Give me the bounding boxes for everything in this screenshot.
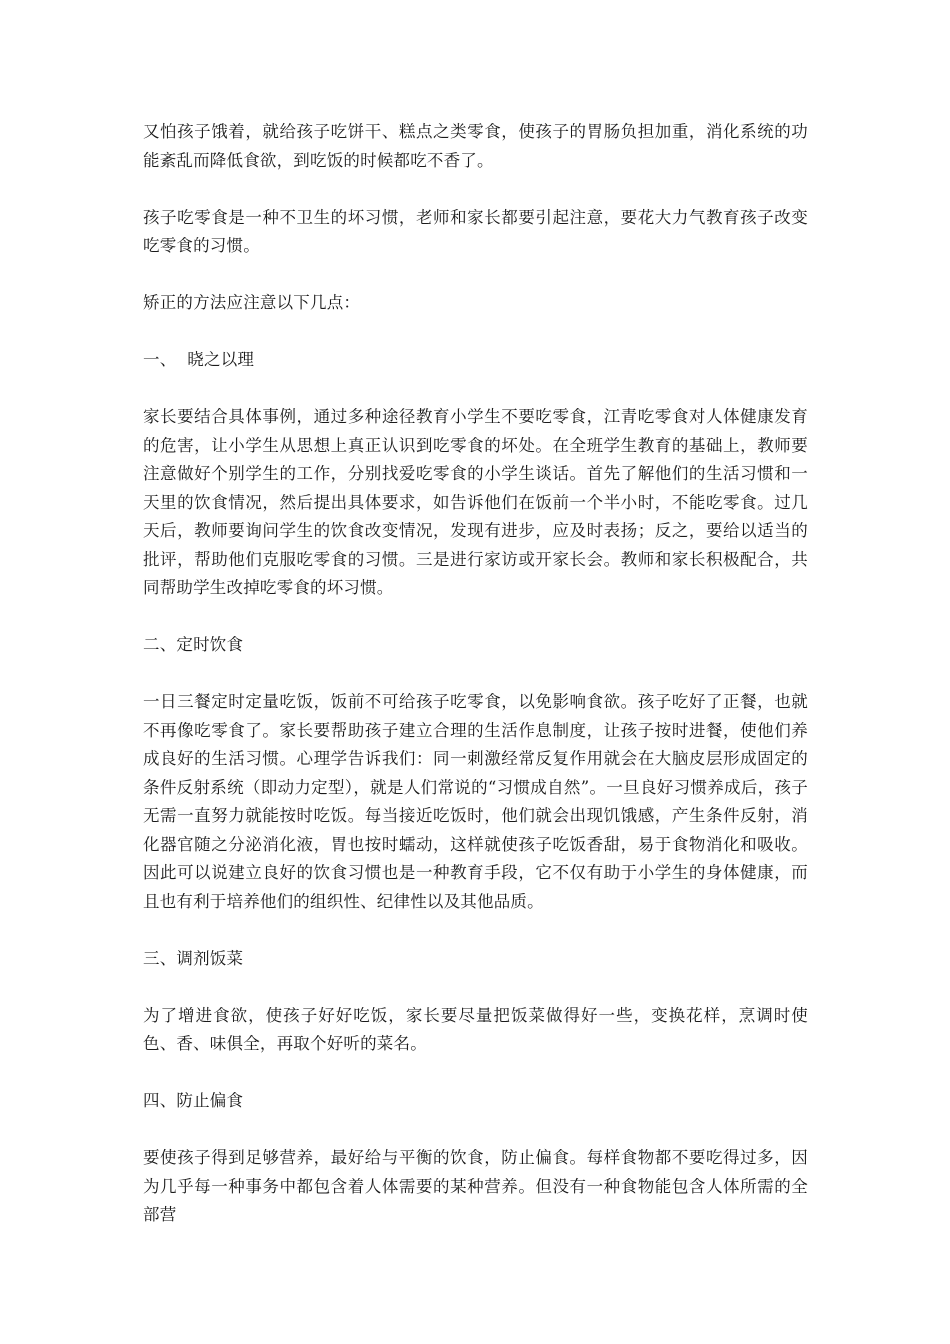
section-heading-2: 二、定时饮食	[143, 635, 244, 654]
paragraph-bad-habit: 孩子吃零食是一种不卫生的坏习惯，老师和家长都要引起注意，要花大力气教育孩子改变吃零食的习惯。	[143, 207, 808, 255]
section-heading-4: 四、防止偏食	[143, 1091, 244, 1110]
paragraph-section-2: 一日三餐定时定量吃饭，饭前不可给孩子吃零食，以免影响食欲。孩子吃好了正餐，也就不再像吃零食了。家长要帮助孩子建立合理的生活作息制度，让孩子按时进餐，使他们养成良好的生活习惯。心理学告诉我们：同一刺激经常反复作用就会在大脑皮层形成固定的条件反射系统（即动力定型），就是人们常说的“习惯成自然”。一旦良好习惯养成后，孩子无需一直努力就能按时吃饭。每当接近吃饭时，他们就会出现饥饿感，产生条件反射，消化器官随之分泌消化液，胃也按时蠕动，这样就使孩子吃饭香甜，易于食物消化和吸收。因此可以说建立良好的饮食习惯也是一种教育手段，它不仅有助于小学生的身体健康，而且也有利于培养他们的组织性、纪律性以及其他品质。	[143, 692, 808, 911]
document-body	[143, 118, 808, 1258]
section-heading-1: 一、 晓之以理	[143, 350, 255, 369]
paragraph-section-4: 要使孩子得到足够营养，最好给与平衡的饮食，防止偏食。每样食物都不要吃得过多，因为几乎每一种事务中都包含着人体需要的某种营养。但没有一种食物能包含人体所需的全部营	[143, 1148, 808, 1224]
paragraph-intro: 又怕孩子饿着，就给孩子吃饼干、糕点之类零食，使孩子的胃肠负担加重，消化系统的功能紊乱而降低食欲，到吃饭的时候都吃不香了。	[143, 122, 808, 170]
section-heading-3: 三、调剂饭菜	[143, 948, 244, 968]
paragraph-section-1: 家长要结合具体事例，通过多种途径教育小学生不要吃零食，江青吃零食对人体健康发育的危害，让小学生从思想上真正认识到吃零食的坏处。在全班学生教育的基础上，教师要注意做好个别学生的工作，分别找爱吃零食的小学生谈话。首先了解他们的生活习惯和一天里的饮食情况，然后提出具体要求，如告诉他们在饭前一个半小时，不能吃零食。过几天后，教师要询问学生的饮食改变情况，发现有进步，应及时表扬；反之，要给以适当的批评，帮助他们克服吃零食的习惯。三是进行家访或开家长会。教师和家长积极配合，共同帮助学生改掉吃零食的坏习惯。	[143, 407, 808, 597]
paragraph-methods-intro: 矫正的方法应注意以下几点：	[143, 293, 361, 312]
paragraph-section-3: 为了增进食欲，使孩子好好吃饭，家长要尽量把饭菜做得好一些，变换花样，烹调时使色、香、味俱全，再取个好听的菜名。	[143, 1005, 808, 1053]
